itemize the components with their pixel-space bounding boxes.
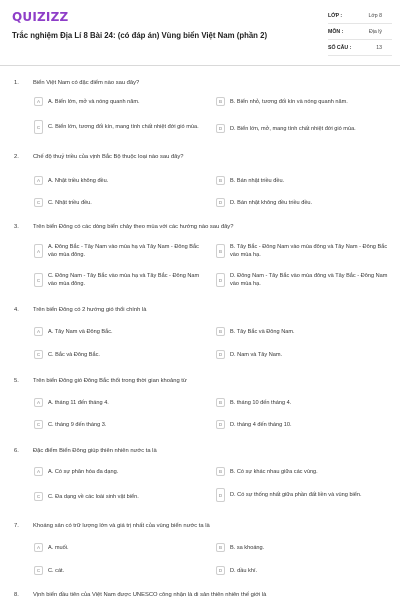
option-letter-box: C: [34, 420, 43, 429]
option-b[interactable]: [216, 398, 394, 407]
question-text: Biển Việt Nam có đặc điểm nào sau đây?: [33, 80, 140, 86]
question-text: Vịnh biển đầu tiên của Việt Nam được UNESCO công nhận là di sản thiên nhiên thế giới là: [33, 592, 267, 598]
option-a[interactable]: [34, 327, 202, 336]
option-a[interactable]: [34, 467, 202, 476]
question-text: Trên biển Đông có các dòng biển chảy theo mùa với các hướng nào sau đây?: [33, 224, 234, 230]
option-letter-box: A: [34, 467, 43, 476]
option-letter-box: C: [34, 273, 43, 287]
option-c[interactable]: [34, 420, 202, 429]
option-letter-box: B: [216, 543, 225, 552]
option-text: C. Nhật triều đều.: [48, 199, 92, 206]
option-b[interactable]: [216, 543, 394, 552]
option-d[interactable]: [216, 350, 394, 359]
option-letter-box: A: [34, 327, 43, 336]
option-c[interactable]: [34, 350, 202, 359]
option-text: D. Đông Nam - Tây Bắc vào mùa đông và Tây Bắc - Đông Nam vào mùa hạ.: [230, 273, 388, 287]
option-text: C. cát.: [48, 567, 65, 574]
question-number: 5.: [14, 378, 19, 384]
meta-value: Lớp 8: [368, 12, 382, 19]
option-a[interactable]: [34, 398, 202, 407]
option-text: D. Có sự thống nhất giữa phần đất liền và vùng biển.: [230, 492, 362, 498]
option-text: C. Bắc và Đông Bắc.: [48, 351, 100, 358]
option-letter-box: C: [34, 492, 43, 501]
option-letter-box: D: [216, 488, 225, 502]
option-text: C. Biển lớn, tương đối kín, mang tính chất nhiệt đới gió mùa.: [48, 124, 199, 130]
question-number: 3.: [14, 224, 19, 230]
option-d[interactable]: [216, 198, 394, 207]
option-a[interactable]: [34, 243, 202, 259]
option-letter-box: B: [216, 97, 225, 106]
option-b[interactable]: [216, 97, 394, 106]
quizizz-logo: QUIZIZZ: [12, 10, 69, 24]
meta-row-question-count: [328, 40, 392, 56]
option-text: A. muối.: [48, 544, 69, 551]
option-text: D. Bán nhật không đều triều đều.: [230, 199, 313, 206]
meta-value: Địa lý: [369, 28, 382, 35]
option-text: D. Biển lớn, mở, mang tính chất nhiệt đới gió mùa.: [230, 125, 356, 132]
option-text: D. Nam và Tây Nam.: [230, 351, 283, 358]
question-text: Trên biển Đông có 2 hướng gió thổi chính là: [33, 307, 147, 313]
option-text: C. Đa dạng về các loài sinh vật biển.: [48, 493, 139, 500]
option-d[interactable]: [216, 420, 394, 429]
option-b[interactable]: [216, 176, 394, 185]
question-number: 8.: [14, 592, 19, 598]
option-c[interactable]: [34, 566, 202, 575]
meta-key: MÔN :: [328, 28, 344, 35]
meta-key: LỚP :: [328, 12, 343, 19]
option-letter-box: D: [216, 566, 225, 575]
question-number: 4.: [14, 307, 19, 313]
option-text: B. Biển nhỏ, tương đối kín và nóng quanh năm.: [230, 98, 348, 105]
question-number: 2.: [14, 154, 19, 160]
option-letter-box: A: [34, 543, 43, 552]
option-letter-box: B: [216, 327, 225, 336]
option-text: A. Đông Bắc - Tây Nam vào mùa hạ và Tây Nam - Đông Bắc vào mùa đông.: [48, 244, 199, 258]
option-letter-box: B: [216, 467, 225, 476]
option-letter-box: A: [34, 176, 43, 185]
option-text: B. Có sự khác nhau giữa các vùng.: [230, 468, 318, 475]
question-text: Đặc điểm Biển Đông giúp thiên nhiên nước ta là: [33, 448, 157, 454]
question-text: Trên biển Đông gió Đông Bắc thổi trong thời gian khoảng từ: [33, 378, 187, 384]
question-text: Chế độ thuỷ triều của vịnh Bắc Bộ thuộc loại nào sau đây?: [33, 154, 184, 160]
option-a[interactable]: [34, 176, 202, 185]
option-text: C. Đông Nam - Tây Bắc vào mùa hạ và Tây Bắc - Đông Nam vào mùa đông.: [48, 273, 200, 287]
option-letter-box: D: [216, 420, 225, 429]
option-text: B. sa khoáng.: [230, 544, 265, 551]
option-letter-box: D: [216, 198, 225, 207]
header-divider: [0, 65, 400, 66]
option-letter-box: A: [34, 398, 43, 407]
question-text: Khoáng sản có trữ lượng lớn và giá trị nhất của vùng biển nước ta là: [33, 523, 210, 529]
option-c[interactable]: [34, 492, 202, 501]
option-b[interactable]: [216, 467, 394, 476]
option-a[interactable]: [34, 543, 202, 552]
option-letter-box: A: [34, 244, 43, 258]
option-d[interactable]: [216, 488, 394, 502]
option-b[interactable]: [216, 327, 394, 336]
quiz-title: Trắc nghiệm Địa Lí 8 Bài 24: (có đáp án) Vùng biển Việt Nam (phần 2): [12, 31, 268, 40]
question-number: 6.: [14, 448, 19, 454]
question-number: 7.: [14, 523, 19, 529]
meta-row-subject: [328, 24, 392, 40]
option-text: B. Tây Bắc và Đông Nam.: [230, 328, 295, 335]
option-text: B. Tây Bắc - Đông Nam vào mùa đông và Tây Nam - Đông Bắc vào mùa hạ.: [230, 244, 388, 258]
option-b[interactable]: [216, 243, 394, 259]
option-text: A. Biển lớn, mở và nóng quanh năm.: [48, 98, 140, 105]
meta-key: SỐ CÂU :: [328, 44, 352, 51]
option-text: D. dầu khí.: [230, 567, 258, 574]
option-text: C. tháng 9 đến tháng 3.: [48, 421, 107, 428]
option-d[interactable]: [216, 124, 394, 133]
option-letter-box: D: [216, 273, 225, 287]
meta-row-grade: [328, 8, 392, 24]
option-text: A. Nhật triều không đều.: [48, 177, 109, 184]
option-d[interactable]: [216, 566, 394, 575]
question-number: 1.: [14, 80, 19, 86]
quiz-meta-table: [328, 8, 392, 56]
option-text: B. tháng 10 đến tháng 4.: [230, 399, 292, 406]
option-letter-box: B: [216, 244, 225, 258]
option-letter-box: C: [34, 120, 43, 134]
quiz-header: [0, 0, 400, 62]
option-c[interactable]: [34, 120, 202, 134]
option-text: A. Tây Nam và Đông Bắc.: [48, 328, 113, 335]
option-a[interactable]: [34, 97, 202, 106]
option-c[interactable]: [34, 272, 202, 288]
option-text: A. Có sự phân hóa đa dạng.: [48, 468, 119, 475]
option-letter-box: D: [216, 350, 225, 359]
meta-value: 13: [376, 44, 382, 51]
option-c[interactable]: [34, 198, 202, 207]
option-letter-box: C: [34, 198, 43, 207]
option-letter-box: C: [34, 566, 43, 575]
option-text: D. tháng 4 đến tháng 10.: [230, 421, 292, 428]
option-text: A. tháng 11 đến tháng 4.: [48, 399, 109, 406]
option-letter-box: A: [34, 97, 43, 106]
option-letter-box: B: [216, 176, 225, 185]
option-letter-box: C: [34, 350, 43, 359]
option-d[interactable]: [216, 272, 394, 288]
option-letter-box: D: [216, 124, 225, 133]
option-text: B. Bán nhật triều đều.: [230, 177, 285, 184]
option-letter-box: B: [216, 398, 225, 407]
